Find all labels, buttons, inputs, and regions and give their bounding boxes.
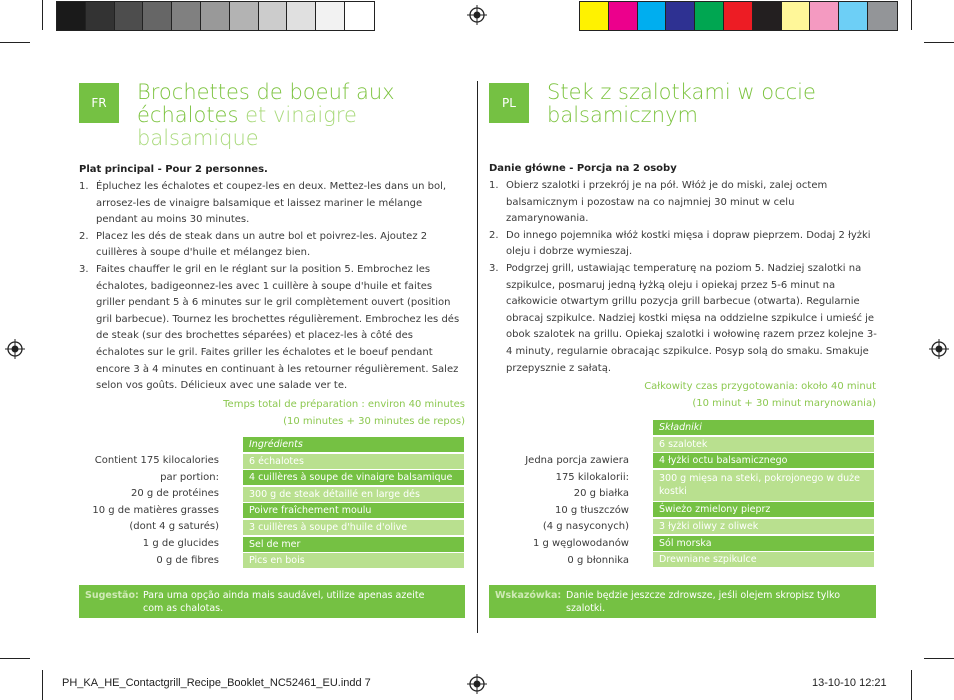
footer-filename: PH_KA_HE_Contactgrill_Recipe_Booklet_NC52461_EU.indd 7 [62, 677, 371, 689]
step-number: 1. [79, 181, 89, 192]
title-line-2: balsamicznym [547, 103, 698, 127]
step-number: 1. [489, 180, 499, 191]
color-swatch [666, 2, 695, 30]
step-text: Placez les dés de steak dans un autre bol et poivrez-les. Ajoutez 2 cuillères à soupe d'huile et mélangez bien. [96, 230, 428, 259]
color-swatch [316, 2, 345, 30]
registration-mark-icon [929, 339, 949, 359]
ingredient-row: 6 échalotes [243, 454, 464, 469]
step-number: 3. [489, 262, 499, 274]
color-swatch [172, 2, 201, 30]
footer-date: 13-10-10 12:21 [812, 677, 887, 689]
color-swatch [868, 2, 897, 30]
tip-line: Danie będzie jeszcze zdrowsze, jeśli olejem skropisz tylko [566, 590, 841, 601]
nutrition-line: Jedna porcja zawiera [525, 455, 629, 466]
crop-mark [42, 670, 43, 700]
title-part-3: et vinaigre balsamique [137, 103, 357, 150]
step-item [489, 261, 878, 377]
nutrition-line: 0 g błonnika [567, 554, 629, 566]
crop-mark [0, 658, 30, 659]
color-swatch [230, 2, 259, 30]
color-swatch [143, 2, 172, 30]
nutrition-line: 1 g de glucides [142, 537, 219, 549]
nutrition-line: (4 g nasyconych) [542, 521, 629, 533]
ingredients-table-pl [653, 420, 874, 569]
step-text: Épluchez les échalotes et coupez-les en deux. Mettez-les dans un bol, arrosez-les de vinaigre balsamique et laissez mariner le mélange pendant au moins 30 minutes. [96, 181, 447, 226]
step-text: Obierz szalotki i przekrój je na pół. Włóż je do miski, zalej octem balsamicznym i pozostaw na co najmniej 30 minut w celu zamarynowania. [506, 180, 828, 225]
crop-mark [924, 658, 954, 659]
step-item [79, 179, 463, 229]
step-item [79, 262, 463, 395]
tip-box-fr [79, 585, 465, 618]
recipe-subtitle-fr: Plat principal - Pour 2 personnes. [79, 164, 268, 175]
ingredients-header: Składniki [653, 420, 874, 435]
ingredients-table-fr [243, 437, 464, 570]
color-swatch [609, 2, 638, 30]
step-item [489, 228, 878, 261]
color-swatch [86, 2, 115, 30]
ingredient-row: 300 g mięsa na steki, pokrojonego w duże kostki [653, 470, 874, 501]
recipe-title-pl [547, 81, 877, 127]
tip-line: com as chalotas. [143, 603, 224, 614]
nutrition-line: Contient 175 kilocalories [94, 455, 219, 466]
nutrition-line: 10 g tłuszczów [554, 504, 629, 516]
color-swatch [810, 2, 839, 30]
color-swatch [287, 2, 316, 30]
step-text: Faites chauffer le gril en le réglant sur la position 5. Embrochez les échalotes, badigeonnez-les avec 1 cuillère à soupe d'huile et faites griller pendant 5 à 6 minutes sur le gril complètement ouvert (position gril barbecue). Tournez les brochettes régulièrement. Embrochez les dés de steak (sur des brochettes séparées) et placez-les à côté des échalotes sur le gril. Faites griller les échalotes et le boeuf pendant encore 3 à 4 minutes en continuant à les retourner régulièrement. Salez selon vos goûts. Délicieux avec une salade ver te. [96, 263, 460, 392]
step-item [489, 178, 878, 228]
ingredients-header: Ingrédients [243, 437, 464, 452]
ingredient-row: 4 cuillères à soupe de vinaigre balsamique [243, 470, 464, 485]
title-line-1: Stek z szalotkami w occie [547, 80, 816, 104]
color-swatch [345, 2, 374, 30]
ingredient-row: Świeżo zmielony pieprz [653, 502, 874, 517]
color-swatch [638, 2, 667, 30]
tip-label: Wskazówka: [495, 590, 562, 601]
nutrition-line: par portion: [160, 471, 219, 483]
ingredient-row: 3 cuillères à soupe d'huile d'olive [243, 520, 464, 535]
color-swatch [115, 2, 144, 30]
nutrition-line: 0 g de fibres [156, 554, 219, 566]
tip-line: szalotki. [566, 603, 606, 614]
color-swatch [839, 2, 868, 30]
ingredient-row: Poivre fraîchement moulu [243, 503, 464, 518]
color-swatch [753, 2, 782, 30]
color-swatch [57, 2, 86, 30]
registration-mark-icon [467, 674, 487, 694]
tip-label: Sugestão: [85, 590, 139, 601]
step-number: 2. [489, 229, 499, 241]
ingredient-row: 3 łyżki oliwy z oliwek [653, 519, 874, 534]
crop-mark [0, 42, 30, 43]
nutrition-line: 175 kilokalorii: [555, 471, 629, 483]
nutrition-line: 1 g węglowodanów [532, 537, 629, 549]
tip-box-pl [489, 585, 876, 618]
color-swatch [259, 2, 288, 30]
color-swatch [201, 2, 230, 30]
steps-list-fr [79, 179, 463, 395]
ingredient-row: Drewniane szpikulce [653, 552, 874, 567]
step-number: 3. [79, 263, 89, 275]
nutrition-info-fr [60, 453, 219, 569]
ingredient-row: Sól morska [653, 536, 874, 551]
prep-time-fr [180, 396, 465, 430]
ingredient-row: 4 łyżki octu balsamicznego [653, 453, 874, 468]
prep-time-pl [590, 378, 876, 412]
language-tag-fr: FR [79, 83, 119, 123]
ingredient-row: 6 szalotek [653, 437, 874, 452]
prep-time-line: (10 minutes + 30 minutes de repos) [283, 416, 465, 427]
title-part-1: Brochettes de boeuf aux [137, 80, 395, 104]
steps-list-pl [489, 178, 878, 377]
nutrition-line: 10 g de matières grasses [92, 504, 219, 516]
recipe-subtitle-pl: Danie główne - Porcja na 2 osoby [489, 163, 677, 174]
step-text: Podgrzej grill, ustawiając temperaturę na poziom 5. Nadziej szalotki na szpikulce, posmaruj jedną łyżką oleju i opiekaj przez 5-6 minut na całkowicie otwartym grillu pozycja grill barbecue (otwarta). Regularnie obracaj szpikulce. Nadziej kostki mięsa na oddzielne szpikulce i umieść je obok szalotek na grillu. Opiekaj szalotki i wołowinę razem przez kolejne 3-4 minuty, regularnie obracając szpikulce. Posyp solą do smaku. Smakuje przepysznie z sałatą. [506, 262, 877, 374]
ingredient-row: 300 g de steak détaillé en large dés [243, 487, 464, 502]
crop-mark [911, 670, 912, 700]
prep-time-line: (10 minut + 30 minut marynowania) [692, 398, 876, 409]
recipe-title-fr [137, 81, 467, 150]
step-number: 2. [79, 230, 89, 242]
crop-mark [42, 0, 43, 30]
prep-time-line: Całkowity czas przygotowania: około 40 minut [644, 381, 876, 392]
nutrition-line: 20 g białka [573, 488, 629, 500]
step-item [79, 229, 463, 262]
title-part-2: échalotes [137, 103, 239, 127]
crop-mark [924, 42, 954, 43]
color-swatch [724, 2, 753, 30]
nutrition-info-pl [470, 453, 629, 569]
step-text: Do innego pojemnika włóż kostki mięsa i dopraw pieprzem. Dodaj 2 łyżki oleju i dobrze wymieszaj. [506, 229, 871, 258]
crop-mark [911, 0, 912, 30]
registration-mark-icon [5, 339, 25, 359]
prep-time-line: Temps total de préparation : environ 40 minutes [223, 399, 465, 410]
ingredient-row: Pics en bois [243, 553, 464, 568]
ingredient-row: Sel de mer [243, 537, 464, 552]
color-swatch [782, 2, 811, 30]
color-swatch [695, 2, 724, 30]
nutrition-line: (dont 4 g saturés) [129, 521, 219, 533]
nutrition-line: 20 g de protéines [130, 488, 219, 500]
registration-mark-icon [467, 5, 487, 25]
color-swatch [580, 2, 609, 30]
language-tag-pl: PL [489, 83, 529, 123]
tip-line: Para uma opção ainda mais saudável, utilize apenas azeite [143, 590, 425, 601]
